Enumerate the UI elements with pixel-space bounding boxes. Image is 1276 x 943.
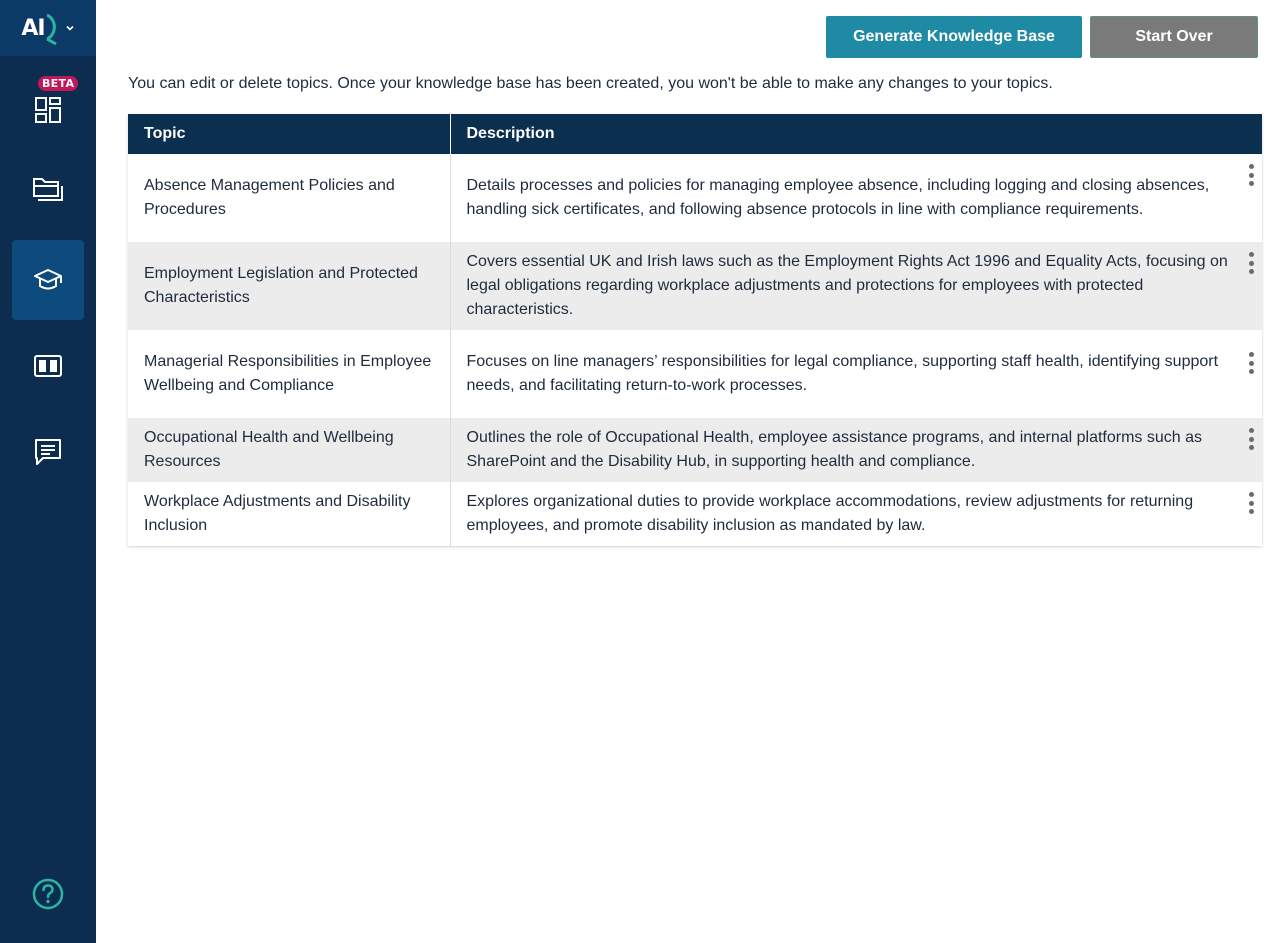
help-button[interactable] bbox=[12, 860, 84, 928]
column-header-description: Description bbox=[450, 114, 1262, 154]
row-menu-icon[interactable] bbox=[1246, 252, 1256, 274]
brand-text: AI bbox=[21, 15, 45, 41]
sidebar-item-chat[interactable] bbox=[12, 412, 84, 492]
sidebar-item-knowledge[interactable] bbox=[12, 240, 84, 320]
column-header-topic: Topic bbox=[128, 114, 450, 154]
sidebar-item-folders[interactable] bbox=[12, 150, 84, 230]
table-header-row bbox=[128, 114, 1262, 154]
topic-cell[interactable]: Occupational Health and Wellbeing Resources bbox=[128, 418, 450, 482]
row-menu-icon[interactable] bbox=[1246, 428, 1256, 450]
table-row bbox=[128, 482, 1262, 546]
main-content bbox=[96, 0, 1276, 943]
table-row bbox=[128, 330, 1262, 418]
help-icon bbox=[31, 877, 65, 911]
topics-table bbox=[128, 114, 1262, 546]
description-text: Details processes and policies for managing employee absence, including logging and closing absences, handling sick certificates, and following absence protocols in line with compliance requirements. bbox=[466, 177, 1210, 218]
row-menu-icon[interactable] bbox=[1246, 352, 1256, 374]
chat-icon bbox=[33, 437, 63, 467]
chevron-down-icon[interactable] bbox=[65, 23, 75, 33]
sidebar bbox=[0, 0, 96, 943]
topics-table-grid bbox=[128, 114, 1262, 546]
description-text: Covers essential UK and Irish laws such as the Employment Rights Act 1996 and Equality Acts, focusing on legal obligations regarding workplace adjustments and protections for employees with protected characteristics. bbox=[466, 253, 1228, 318]
description-text: Explores organizational duties to provide workplace accommodations, review adjustments for returning employees, and promote disability inclusion as mandated by law. bbox=[466, 493, 1194, 534]
description-cell[interactable] bbox=[450, 418, 1262, 482]
table-row bbox=[128, 242, 1262, 330]
graduation-cap-icon bbox=[33, 266, 63, 294]
table-row bbox=[128, 154, 1262, 242]
description-cell[interactable] bbox=[450, 482, 1262, 546]
dashboard-icon bbox=[34, 96, 62, 124]
table-row bbox=[128, 418, 1262, 482]
brand-switcher[interactable] bbox=[0, 0, 96, 56]
brand-logo bbox=[21, 11, 60, 45]
info-text: You can edit or delete topics. Once your knowledge base has been created, you won't be able to make any changes to your topics. bbox=[128, 75, 1053, 92]
description-cell[interactable] bbox=[450, 242, 1262, 330]
topic-cell[interactable]: Managerial Responsibilities in Employee Wellbeing and Compliance bbox=[128, 330, 450, 418]
logo-q-icon bbox=[45, 11, 61, 45]
description-cell[interactable] bbox=[450, 330, 1262, 418]
beta-badge: BETA bbox=[38, 76, 78, 91]
generate-knowledge-base-button[interactable]: Generate Knowledge Base bbox=[826, 16, 1082, 58]
description-text: Outlines the role of Occupational Health, employee assistance programs, and internal platforms such as SharePoint and the Disability Hub, in supporting health and compliance. bbox=[466, 429, 1202, 470]
row-menu-icon[interactable] bbox=[1246, 164, 1256, 186]
description-cell[interactable] bbox=[450, 154, 1262, 242]
topic-cell[interactable]: Absence Management Policies and Procedures bbox=[128, 154, 450, 242]
description-text: Focuses on line managers’ responsibilities for legal compliance, supporting staff health, identifying support needs, and facilitating return-to-work processes. bbox=[466, 353, 1219, 394]
row-menu-icon[interactable] bbox=[1246, 492, 1256, 514]
board-icon bbox=[33, 353, 63, 379]
topic-cell[interactable]: Workplace Adjustments and Disability Inclusion bbox=[128, 482, 450, 546]
start-over-button[interactable]: Start Over bbox=[1090, 16, 1258, 58]
folders-icon bbox=[32, 176, 64, 204]
sidebar-item-board[interactable] bbox=[12, 326, 84, 406]
topic-cell[interactable]: Employment Legislation and Protected Characteristics bbox=[128, 242, 450, 330]
